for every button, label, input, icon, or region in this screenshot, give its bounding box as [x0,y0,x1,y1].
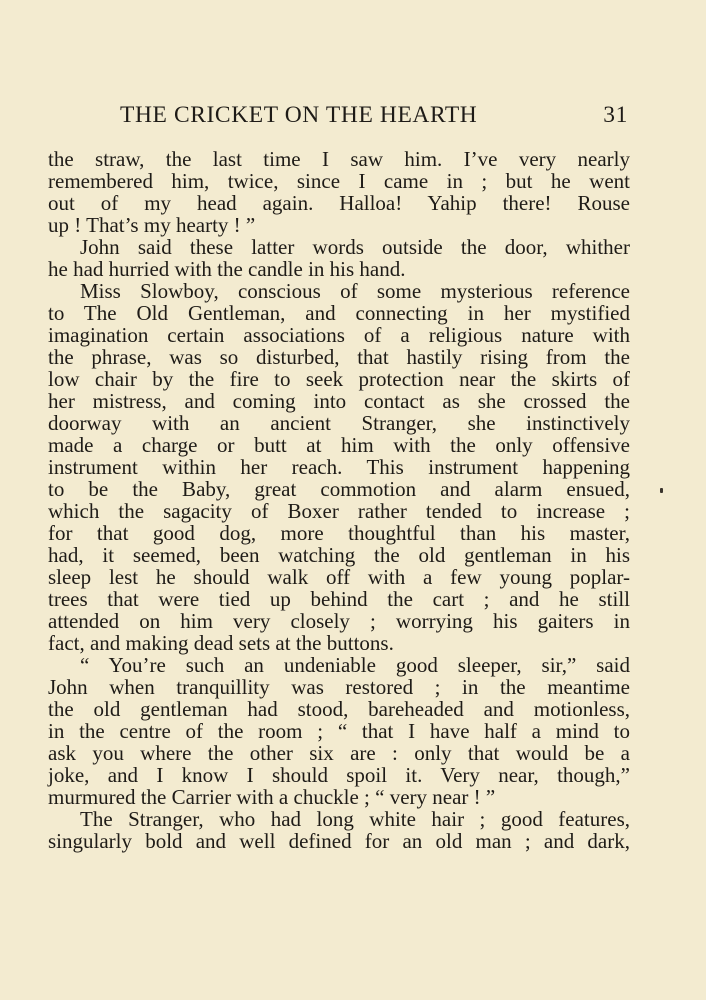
text-line: up ! That’s my hearty ! ” [48,213,256,237]
text-line: he had hurried with the candle in his hand. [48,257,406,281]
text-line: doorway with an ancient Stranger, she instinctively [48,411,630,435]
text-line: attended on him very closely ; worrying his gaiters in [48,609,630,633]
paragraph-first-line: The Stranger, who had long white hair ; good features, [80,807,630,831]
text-line: to be the Baby, great commotion and alarm ensued, [48,477,630,501]
text-line: John when tranquillity was restored ; in the meantime [48,675,630,699]
text-line: which the sagacity of Boxer rather tended to increase ; [48,499,630,523]
text-line: the phrase, was so disturbed, that hastily rising from the [48,345,630,369]
text-line: trees that were tied up behind the cart ; and he still [48,587,630,611]
body-text [48,148,630,852]
paragraph-first-line: Miss Slowboy, conscious of some mysterious reference [80,279,630,303]
text-line: out of my head again. Halloa! Yahip there! Rouse [48,191,630,215]
text-line: ask you where the other six are : only that would be a [48,741,630,765]
text-line: remembered him, twice, since I came in ; but he went [48,169,630,193]
text-line: fact, and making dead sets at the buttons. [48,631,394,655]
text-line: had, it seemed, been watching the old gentleman in his [48,543,630,567]
page-number: 31 [603,102,628,128]
text-line: murmured the Carrier with a chuckle ; “ very near ! ” [48,785,496,809]
text-line: joke, and I know I should spoil it. Very near, though,” [48,763,630,787]
text-line: made a charge or butt at him with the only offensive [48,433,630,457]
text-line: singularly bold and well defined for an old man ; and dark, [48,829,630,853]
text-line: in the centre of the room ; “ that I have half a mind to [48,719,630,743]
text-line: sleep lest he should walk off with a few young poplar- [48,565,630,589]
text-line: her mistress, and coming into contact as she crossed the [48,389,630,413]
running-head [48,102,628,134]
print-speck [660,488,663,493]
text-line: low chair by the fire to seek protection near the skirts of [48,367,630,391]
text-line: the old gentleman had stood, bareheaded and motionless, [48,697,630,721]
text-line: imagination certain associations of a religious nature with [48,323,630,347]
running-title: THE CRICKET ON THE HEARTH [120,102,478,128]
text-line: instrument within her reach. This instrument happening [48,455,630,479]
paragraph-first-line: John said these latter words outside the door, whither [80,235,630,259]
text-line: the straw, the last time I saw him. I’ve very nearly [48,147,630,171]
text-line: for that good dog, more thoughtful than his master, [48,521,630,545]
paragraph-first-line: “ You’re such an undeniable good sleeper, sir,” said [80,653,630,677]
text-line: to The Old Gentleman, and connecting in her mystified [48,301,630,325]
